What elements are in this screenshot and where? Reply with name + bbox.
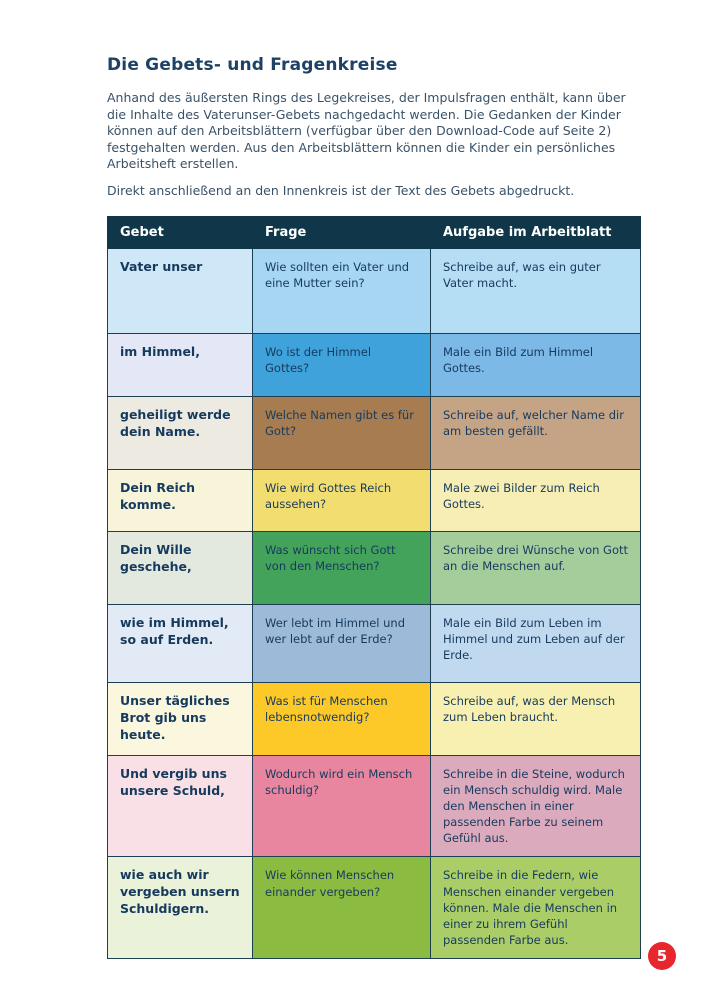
frage-cell: Wie können Menschen einander vergeben? [253, 857, 431, 958]
gebet-cell: Und vergib uns unsere Schuld, [108, 756, 253, 857]
gebet-cell: Dein Wille geschehe, [108, 532, 253, 605]
frage-cell: Wo ist der Himmel Gottes? [253, 334, 431, 397]
page-number-badge: 5 [648, 942, 676, 970]
table-header-row [108, 217, 641, 249]
aufgabe-cell: Schreibe auf, was ein guter Vater macht. [431, 249, 641, 334]
gebet-cell: geheiligt werde dein Name. [108, 397, 253, 470]
frage-cell: Wie wird Gottes Reich aussehen? [253, 470, 431, 532]
page-content [107, 55, 640, 959]
gebet-cell: Unser tägliches Brot gib uns heute. [108, 683, 253, 756]
gebet-cell: im Himmel, [108, 334, 253, 397]
gebet-cell: Dein Reich komme. [108, 470, 253, 532]
table-row [108, 470, 641, 532]
table-row [108, 532, 641, 605]
aufgabe-cell: Schreibe auf, was der Mensch zum Leben braucht. [431, 683, 641, 756]
page-title: Die Gebets- und Fragenkreise [107, 55, 398, 75]
table-row [108, 756, 641, 857]
table-row [108, 683, 641, 756]
intro-paragraph: Anhand des äußersten Rings des Legekreises, der Impulsfragen enthält, kann über die Inhalte des Vaterunser-Gebets nachgedacht werden. Die Gedanken der Kinder können auf den Arbeitsblättern (verfügbar über den Download-Code auf Seite 2) festgehalten werden. Aus den Arbeitsblättern können die Kinder ein persönliches Arbeitsheft erstellen. [107, 90, 626, 171]
aufgabe-cell: Male ein Bild zum Himmel Gottes. [431, 334, 641, 397]
header-frage: Frage [253, 217, 431, 249]
frage-cell: Wodurch wird ein Mensch schuldig? [253, 756, 431, 857]
gebets-fragen-table [107, 216, 641, 959]
aufgabe-cell: Male ein Bild zum Leben im Himmel und zum Leben auf der Erde. [431, 605, 641, 683]
gebet-cell: wie auch wir vergeben unsern Schuldigern. [108, 857, 253, 958]
aufgabe-cell: Schreibe auf, welcher Name dir am besten gefällt. [431, 397, 641, 470]
table-row [108, 857, 641, 958]
frage-cell: Was ist für Menschen lebensnotwendig? [253, 683, 431, 756]
table-row [108, 605, 641, 683]
header-aufgabe: Aufgabe im Arbeitblatt [431, 217, 641, 249]
table-row [108, 249, 641, 334]
aufgabe-cell: Schreibe in die Federn, wie Menschen einander vergeben können. Male die Menschen in einer zu ihrem Gefühl passenden Farbe aus. [431, 857, 641, 958]
aufgabe-cell: Schreibe drei Wünsche von Gott an die Menschen auf. [431, 532, 641, 605]
table-row [108, 397, 641, 470]
header-gebet: Gebet [108, 217, 253, 249]
aufgabe-cell: Male zwei Bilder zum Reich Gottes. [431, 470, 641, 532]
note-paragraph: Direkt anschließend an den Innenkreis ist der Text des Gebets abgedruckt. [107, 182, 575, 198]
aufgabe-cell: Schreibe in die Steine, wodurch ein Mensch schuldig wird. Male den Menschen in einer passenden Farbe zu seinem Gefühl aus. [431, 756, 641, 857]
frage-cell: Wer lebt im Himmel und wer lebt auf der Erde? [253, 605, 431, 683]
frage-cell: Wie sollten ein Vater und eine Mutter sein? [253, 249, 431, 334]
gebet-cell: wie im Himmel, so auf Erden. [108, 605, 253, 683]
table-row [108, 334, 641, 397]
frage-cell: Was wünscht sich Gott von den Menschen? [253, 532, 431, 605]
gebet-cell: Vater unser [108, 249, 253, 334]
frage-cell: Welche Namen gibt es für Gott? [253, 397, 431, 470]
